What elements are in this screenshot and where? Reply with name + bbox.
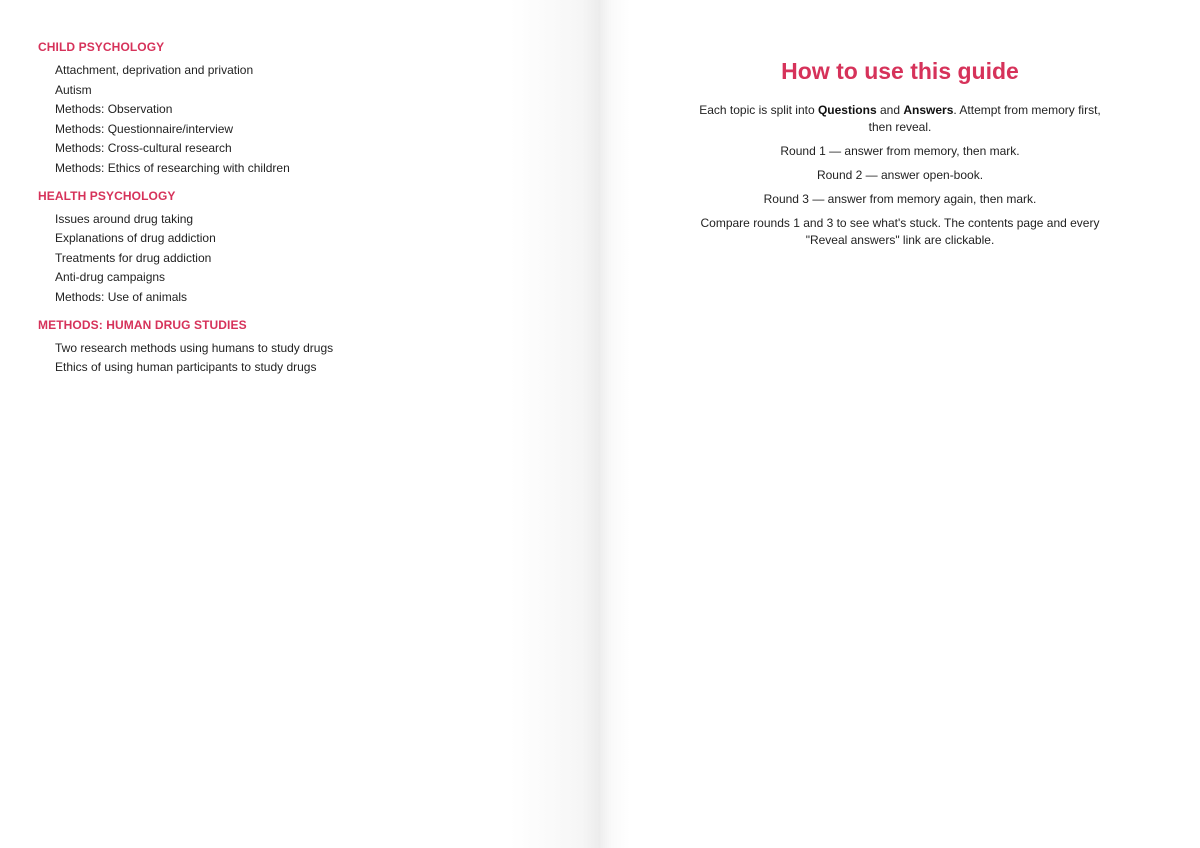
toc-list <box>38 61 600 179</box>
toc-section-title[interactable]: HEALTH PSYCHOLOGY <box>38 188 176 203</box>
toc-link[interactable]: Methods: Cross-cultural research <box>55 141 232 156</box>
intro-text: Each topic is split into <box>699 103 818 117</box>
guide-intro <box>688 102 1112 136</box>
toc-section-health-psychology <box>38 189 600 308</box>
compare-instruction: Compare rounds 1 and 3 to see what's stuck. The contents page and every "Reveal answers" link are clickable. <box>700 216 1100 247</box>
toc-link[interactable]: Treatments for drug addiction <box>55 250 212 265</box>
answers-label: Answers <box>903 103 954 117</box>
toc-link[interactable]: Anti-drug campaigns <box>55 270 166 285</box>
toc-list <box>38 210 600 308</box>
intro-text: . Attempt from memory first, then reveal. <box>868 103 1101 134</box>
toc-link[interactable]: Ethics of using human participants to study drugs <box>55 360 317 375</box>
toc-link[interactable]: Methods: Questionnaire/interview <box>55 121 234 136</box>
guide-page <box>600 0 1200 848</box>
toc-link[interactable]: Methods: Use of animals <box>55 289 188 304</box>
intro-text: and <box>876 103 904 117</box>
round-1-instruction: Round 1 — answer from memory, then mark. <box>780 144 1020 158</box>
questions-label: Questions <box>817 103 877 117</box>
toc-link[interactable]: Issues around drug taking <box>55 211 194 226</box>
toc-link[interactable]: Two research methods using humans to study drugs <box>55 340 334 355</box>
guide-title: How to use this guide <box>781 58 1019 84</box>
toc-link[interactable]: Attachment, deprivation and privation <box>55 63 254 77</box>
toc-link[interactable]: Methods: Ethics of researching with children <box>55 160 290 175</box>
toc-section-child-psychology <box>38 40 600 179</box>
toc-link[interactable]: Methods: Observation <box>55 102 173 117</box>
toc-section-title[interactable]: METHODS: HUMAN DRUG STUDIES <box>38 317 247 332</box>
toc-link[interactable]: Explanations of drug addiction <box>55 231 216 246</box>
toc-section-title[interactable]: CHILD PSYCHOLOGY <box>38 40 165 54</box>
round-3-instruction: Round 3 — answer from memory again, then mark. <box>763 192 1037 206</box>
toc-link[interactable]: Autism <box>55 82 92 97</box>
guide-block <box>688 56 1112 256</box>
toc-list <box>38 339 600 378</box>
toc-section-human-drug-studies <box>38 318 600 378</box>
round-2-instruction: Round 2 — answer open-book. <box>816 168 984 182</box>
